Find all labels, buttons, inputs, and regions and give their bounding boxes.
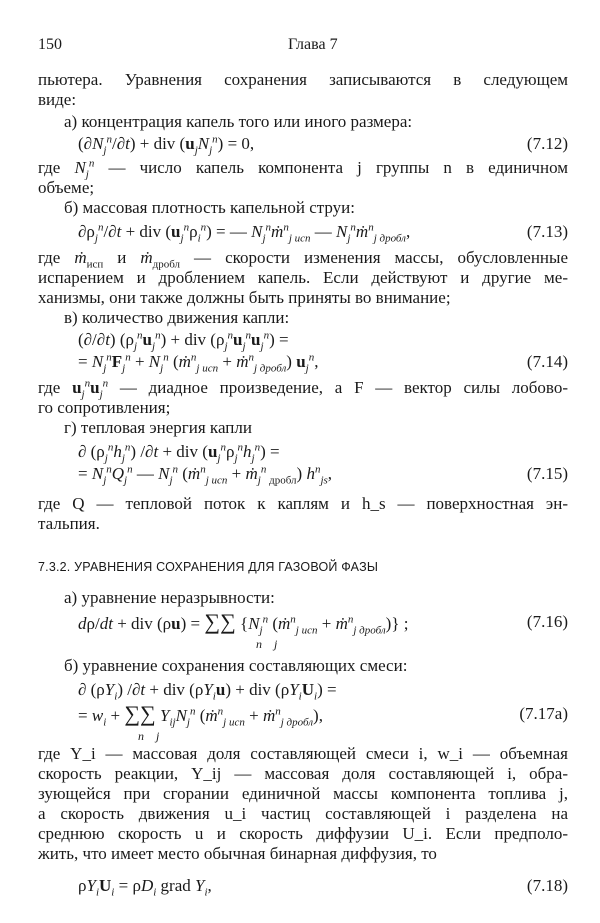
equation-7-17a-line2: = $w_i$ + ∑∑ $Y_{ij}N_j^n$ (ṁ$^n_{j исп}$ + ṁ$^n_{j дробл}$), [78,701,323,729]
text-line: объеме; [38,178,95,197]
equation-number: (7.16) [526,612,568,631]
text-line: где ṁ$_{исп}$ и ṁ$_{дробл}$ — скорости изменения массы, обусловленные [38,248,568,271]
text-line: где $N_j^n$ — число капель компонента j группы n в единичном [38,157,568,181]
sum-indices: n j [256,637,278,651]
section-heading: 7.3.2. УРАВНЕНИЯ СОХРАНЕНИЯ ДЛЯ ГАЗОВОЙ ФАЗЫ [38,560,379,574]
equation-7-14-line1: (∂/∂t) $(\rho_j^nu_j^n)$ + div $(\rho_j^nu_j^nu_j^n)$ = [78,329,289,353]
text-line: где $u_j^nu_j^n$ — диадное произведение, а F — вектор силы лобово- [38,377,568,401]
equation-7-15-line2: = $N_j^nQ_j^n$ — $N_j^n$ (ṁ$^n_{j исп}$ + ṁ$_j^n$ $_{дробл}$) $h^n_{js}$, [78,463,333,487]
chapter-title: Глава 7 [288,36,338,53]
text-line: зующейся при сгорании единичной массы компонента топлива j, [38,784,568,803]
equation-7-13: $\partial\rho_j^n/\partial t$ + div $(u_j^n\rho_i^n)$ = — $N_j^nṁ^n_{j исп}$ — $N_j^nṁ^n_{j дробл}$, [78,221,411,245]
text-line: тальпия. [38,514,100,533]
equation-number: (7.15) [526,464,568,483]
text-line: где Y_i — массовая доля составляющей смеси i, w_i — объемная [38,744,568,763]
text-line: а скорость движения u_i частиц составляющей i разделена на [38,804,568,823]
item-label: г) тепловая энергия капли [64,418,252,437]
equation-7-17a-line1: ∂ $(\rho Y_i) /\partial t$ + div $(\rho Y_iu)$ + div $(\rho Y_iU_i)$ = [78,680,337,703]
item-label: а) уравнение неразрывности: [64,588,275,607]
text-line: го сопротивления; [38,398,171,417]
text-line: где Q — тепловой поток к каплям и h_s — поверхностная эн- [38,494,568,513]
sum-indices: n j [138,729,160,743]
item-label: в) количество движения капли: [64,308,290,327]
equation-number: (7.12) [526,134,568,153]
text-line: скорость реакции, Y_ij — массовая доля составляющей i, обра- [38,764,568,783]
item-label: б) массовая плотность капельной струи: [64,198,355,217]
text-line: жить, что имеет место обычная бинарная диффузия, то [38,844,437,863]
equation-7-12: $(\partial N_j^n/\partial t)$ + div $(u_jN_j^n) = 0$, [78,133,255,157]
page-number: 150 [38,36,62,53]
equation-number: (7.13) [526,222,568,241]
book-page [38,0,568,923]
text-line: ханизмы, они также должны быть приняты во внимание; [38,288,451,307]
text-line: среднюю скорость u и скорость диффузии U_i. Если предполо- [38,824,568,843]
text-line: испарением и дроблением капель. Если действуют и другие ме- [38,268,568,287]
item-label: б) уравнение сохранения составляющих смеси: [64,656,408,675]
equation-number: (7.18) [526,876,568,895]
item-label: а) концентрация капель того или иного размера: [64,112,413,131]
equation-7-15-line1: ∂ $(\rho_j^nh_j^n) /\partial t$ + div $(u_j^n\rho_j^nh_j^n)$ = [78,441,280,465]
equation-7-16: dρ/dt + div (ρu) = ∑∑ {$N_j^n$ (ṁ$^n_{j исп}$ + ṁ$^n_{j дробл}$)} ; [78,609,409,637]
equation-7-18: $\rho Y_iU_i = \rho D_i$ grad $Y_i$, [78,876,212,899]
equation-7-14-line2: = $N_j^nF_j^n + N_j^n$ (ṁ$^n_{j исп}$ + ṁ$^n_{j дробл}$) $u_j^n$, [78,351,319,375]
equation-number: (7.14) [526,352,568,371]
equation-number: (7.17а) [519,704,568,723]
text-line: виде: [38,90,77,109]
text-line: пьютера. Уравнения сохранения записываются в следующем [38,70,568,89]
